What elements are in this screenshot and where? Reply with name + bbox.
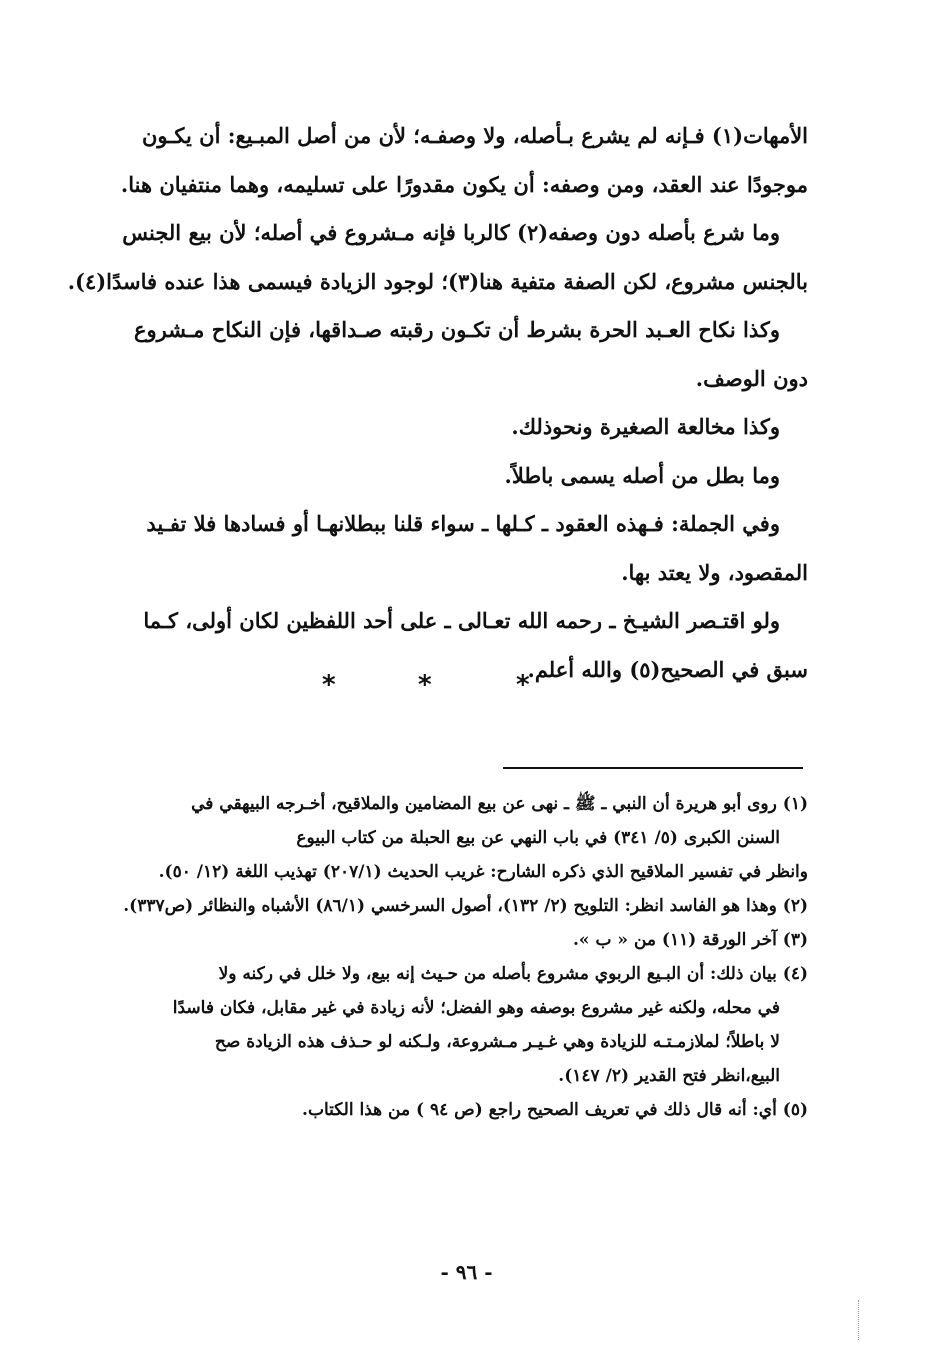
separator-star: *: [418, 670, 432, 700]
separator-star: *: [516, 670, 530, 700]
text-line: موجودًا عند العقد، ومن وصفه: أن يكون مقدورًا على تسليمه، وهما منتفيان هنا.: [120, 171, 808, 197]
footnote-line: (٢) وهذا هو الفاسد انظر: التلويح (٢/ ١٣٢)، أصول السرخسي (٨٦/١) الأشباه والنظائر (ص٣٣٧).: [123, 896, 808, 916]
footnotes-section: [62, 787, 808, 1127]
footnote-line: لا باطلاً؛ لملازمـتـه للزيادة وهي غـيـر مـشروعة، ولـكنه لو حـذف هذه الزيادة صح: [214, 1032, 780, 1052]
text-line: وما بطل من أصله يسمى باطلاً.: [504, 462, 780, 488]
footnote-line: السنن الكبرى (٥/ ٣٤١) في باب النهي عن بيع الحبلة من كتاب البيوع: [296, 828, 780, 848]
text-line: سبق في الصحيح(٥) والله أعلم.: [527, 656, 808, 682]
text-line: المقصود، ولا يعتد بها.: [621, 559, 808, 585]
page-number: - ٩٦ -: [440, 1260, 493, 1284]
text-line: وفي الجملة: فـهذه العقود ـ كـلها ـ سواء قلنا ببطلانهـا أو فسادها فلا تفـيد: [146, 511, 780, 536]
footnote-line: وانظر في تفسير الملاقيح الذي ذكره الشارح: غريب الحديث (٢٠٧/١) تهذيب اللغة (١٢/ ٥٠).: [158, 862, 808, 882]
text-line: الأمهات(١) فـإنه لم يشرع بـأصله، ولا وصفـه؛ لأن من أصل المبـيع: أن يكـون: [141, 123, 808, 148]
separator-star: *: [322, 670, 336, 700]
footnote-line: (١) روى أبو هريرة أن النبي ـ ﷺ ـ نهى عن بيع المضامين والملاقيح، أخـرجه البيهقي في: [191, 794, 808, 814]
footnote-line: (٤) بيان ذلك: أن البـيع الربوي مشروع بأصله من حـيث إنه بيع، ولا خلل في ركنه ولا: [218, 964, 808, 984]
footnote-line: (٥) أي: أنه قال ذلك في تعريف الصحيح راجع (ص ٩٤ ) من هذا الكتاب.: [302, 1100, 808, 1120]
margin-mark: [858, 1300, 861, 1340]
main-text-body: [62, 112, 808, 694]
footnote-line: البيع،انظر فتح القدير (٢/ ١٤٧).: [558, 1066, 780, 1086]
text-line: وما شرع بأصله دون وصفه(٢) كالربا فإنه مـشروع في أصله؛ لأن بيع الجنس: [122, 220, 780, 245]
footnote-line: في محله، ولكنه غير مشروع بوصفه وهو الفضل؛ لأنه زيادة في غير مقابل، فكان فاسدًا: [172, 998, 780, 1018]
text-line: دون الوصف.: [695, 365, 808, 391]
text-line: وكذا مخالعة الصغيرة ونحوذلك.: [511, 414, 780, 439]
section-separator: [0, 670, 933, 710]
text-line: بالجنس مشروع، لكن الصفة متفية هنا(٣)؛ لوجود الزيادة فيسمى هذا عنده فاسدًا(٤).: [67, 268, 808, 294]
text-line: ولو اقتـصر الشيـخ ـ رحمه الله تعـالى ـ على أحد اللفظين لكان أولى، كـما: [143, 608, 780, 633]
footnote-line: (٣) آخر الورقة (١١) من « ب ».: [573, 930, 808, 950]
footnote-divider: [503, 767, 803, 769]
text-line: وكذا نكاح العـبد الحرة بشرط أن تكـون رقبته صـداقها، فإن النكاح مـشروع: [134, 317, 780, 342]
